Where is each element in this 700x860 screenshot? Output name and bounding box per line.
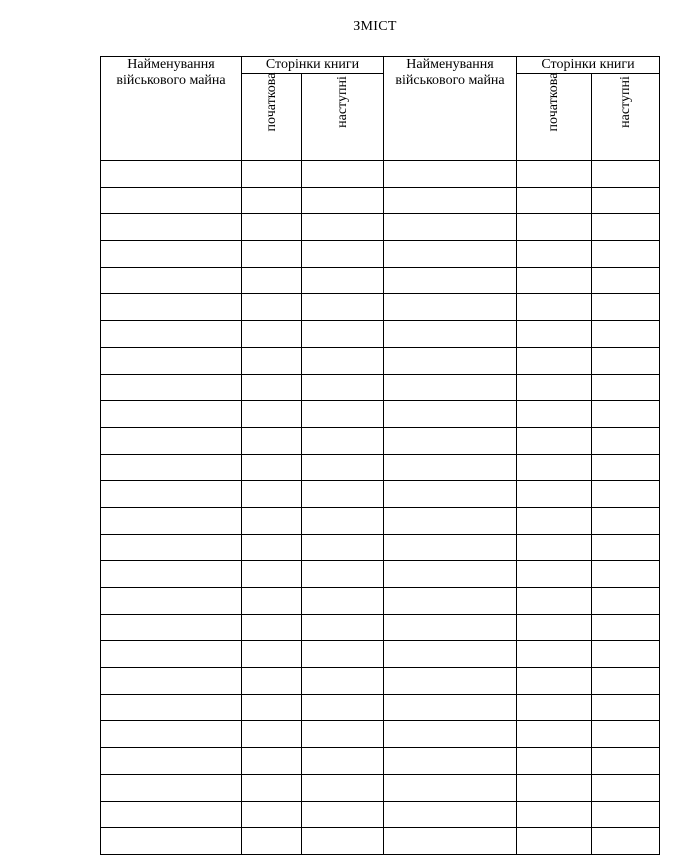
next-pages-left-cell	[302, 588, 384, 615]
header-start-page-right	[517, 74, 592, 161]
table-row	[101, 828, 660, 855]
name-left-cell	[101, 507, 242, 534]
header-start-label: початкова	[546, 72, 562, 132]
name-left-cell	[101, 828, 242, 855]
table-body	[101, 161, 660, 855]
name-left-cell	[101, 534, 242, 561]
next-pages-right-cell	[592, 267, 660, 294]
name-left-cell	[101, 668, 242, 695]
next-pages-left-cell	[302, 748, 384, 775]
next-pages-right-cell	[592, 401, 660, 428]
next-pages-left-cell	[302, 401, 384, 428]
next-pages-left-cell	[302, 321, 384, 348]
next-pages-right-cell	[592, 454, 660, 481]
next-pages-left-cell	[302, 694, 384, 721]
name-right-cell	[384, 187, 517, 214]
start-page-left-cell	[242, 534, 302, 561]
name-left-cell	[101, 321, 242, 348]
name-right-cell	[384, 774, 517, 801]
next-pages-right-cell	[592, 828, 660, 855]
table-row	[101, 161, 660, 188]
next-pages-left-cell	[302, 507, 384, 534]
start-page-left-cell	[242, 668, 302, 695]
table-row	[101, 214, 660, 241]
name-left-cell	[101, 401, 242, 428]
start-page-left-cell	[242, 721, 302, 748]
name-right-cell	[384, 401, 517, 428]
name-right-cell	[384, 694, 517, 721]
start-page-left-cell	[242, 614, 302, 641]
next-pages-left-cell	[302, 614, 384, 641]
name-right-cell	[384, 588, 517, 615]
name-left-cell	[101, 774, 242, 801]
table-row	[101, 401, 660, 428]
next-pages-left-cell	[302, 347, 384, 374]
start-page-left-cell	[242, 161, 302, 188]
start-page-left-cell	[242, 401, 302, 428]
start-page-right-cell	[517, 161, 592, 188]
start-page-right-cell	[517, 721, 592, 748]
start-page-left-cell	[242, 267, 302, 294]
start-page-left-cell	[242, 774, 302, 801]
table-row	[101, 267, 660, 294]
name-right-cell	[384, 748, 517, 775]
table-row	[101, 641, 660, 668]
name-left-cell	[101, 267, 242, 294]
header-name-line2: військового майна	[116, 73, 226, 88]
start-page-right-cell	[517, 641, 592, 668]
next-pages-right-cell	[592, 481, 660, 508]
header-name-line1: Найменування	[406, 57, 494, 72]
header-next-label: наступні	[617, 76, 633, 128]
next-pages-right-cell	[592, 588, 660, 615]
name-left-cell	[101, 374, 242, 401]
header-next-pages-left	[302, 74, 384, 161]
start-page-right-cell	[517, 374, 592, 401]
start-page-right-cell	[517, 427, 592, 454]
header-next-pages-right	[592, 74, 660, 161]
name-left-cell	[101, 427, 242, 454]
name-left-cell	[101, 561, 242, 588]
table-row	[101, 241, 660, 268]
start-page-right-cell	[517, 828, 592, 855]
table-row	[101, 668, 660, 695]
start-page-right-cell	[517, 321, 592, 348]
table-row	[101, 748, 660, 775]
start-page-right-cell	[517, 534, 592, 561]
start-page-right-cell	[517, 241, 592, 268]
header-book-pages-right: Сторінки книги	[517, 57, 660, 74]
next-pages-right-cell	[592, 774, 660, 801]
header-name-line1: Найменування	[127, 57, 215, 72]
next-pages-right-cell	[592, 668, 660, 695]
start-page-left-cell	[242, 294, 302, 321]
name-left-cell	[101, 721, 242, 748]
header-item-name-left	[101, 57, 242, 161]
name-left-cell	[101, 481, 242, 508]
next-pages-left-cell	[302, 561, 384, 588]
contents-table	[100, 56, 660, 855]
next-pages-left-cell	[302, 241, 384, 268]
start-page-right-cell	[517, 748, 592, 775]
start-page-left-cell	[242, 454, 302, 481]
start-page-left-cell	[242, 561, 302, 588]
start-page-left-cell	[242, 187, 302, 214]
page-title: ЗМІСТ	[353, 19, 397, 34]
start-page-left-cell	[242, 641, 302, 668]
start-page-right-cell	[517, 347, 592, 374]
next-pages-right-cell	[592, 374, 660, 401]
table-row	[101, 534, 660, 561]
name-right-cell	[384, 721, 517, 748]
name-left-cell	[101, 161, 242, 188]
next-pages-right-cell	[592, 801, 660, 828]
name-right-cell	[384, 481, 517, 508]
start-page-right-cell	[517, 214, 592, 241]
name-left-cell	[101, 588, 242, 615]
table-row	[101, 694, 660, 721]
start-page-left-cell	[242, 828, 302, 855]
start-page-left-cell	[242, 694, 302, 721]
next-pages-left-cell	[302, 294, 384, 321]
name-left-cell	[101, 748, 242, 775]
start-page-right-cell	[517, 507, 592, 534]
start-page-right-cell	[517, 294, 592, 321]
name-right-cell	[384, 828, 517, 855]
start-page-right-cell	[517, 668, 592, 695]
next-pages-right-cell	[592, 187, 660, 214]
header-start-page-left	[242, 74, 302, 161]
start-page-left-cell	[242, 481, 302, 508]
name-left-cell	[101, 614, 242, 641]
name-right-cell	[384, 214, 517, 241]
name-right-cell	[384, 161, 517, 188]
next-pages-right-cell	[592, 294, 660, 321]
start-page-left-cell	[242, 507, 302, 534]
next-pages-right-cell	[592, 534, 660, 561]
table-row	[101, 427, 660, 454]
table-row	[101, 588, 660, 615]
name-right-cell	[384, 641, 517, 668]
name-left-cell	[101, 801, 242, 828]
start-page-right-cell	[517, 774, 592, 801]
next-pages-right-cell	[592, 241, 660, 268]
name-right-cell	[384, 454, 517, 481]
next-pages-right-cell	[592, 561, 660, 588]
next-pages-left-cell	[302, 214, 384, 241]
start-page-left-cell	[242, 374, 302, 401]
start-page-right-cell	[517, 454, 592, 481]
start-page-right-cell	[517, 187, 592, 214]
next-pages-left-cell	[302, 427, 384, 454]
name-right-cell	[384, 267, 517, 294]
table-row	[101, 561, 660, 588]
name-left-cell	[101, 241, 242, 268]
name-right-cell	[384, 347, 517, 374]
next-pages-left-cell	[302, 668, 384, 695]
next-pages-right-cell	[592, 161, 660, 188]
start-page-left-cell	[242, 214, 302, 241]
start-page-left-cell	[242, 241, 302, 268]
next-pages-left-cell	[302, 267, 384, 294]
start-page-right-cell	[517, 561, 592, 588]
name-right-cell	[384, 294, 517, 321]
next-pages-left-cell	[302, 828, 384, 855]
start-page-right-cell	[517, 588, 592, 615]
next-pages-right-cell	[592, 321, 660, 348]
table-row	[101, 374, 660, 401]
name-left-cell	[101, 694, 242, 721]
name-right-cell	[384, 801, 517, 828]
name-left-cell	[101, 187, 242, 214]
header-book-pages-left: Сторінки книги	[242, 57, 384, 74]
name-left-cell	[101, 454, 242, 481]
start-page-right-cell	[517, 614, 592, 641]
next-pages-left-cell	[302, 641, 384, 668]
next-pages-left-cell	[302, 187, 384, 214]
start-page-right-cell	[517, 801, 592, 828]
table-row	[101, 321, 660, 348]
start-page-left-cell	[242, 427, 302, 454]
name-left-cell	[101, 347, 242, 374]
name-left-cell	[101, 294, 242, 321]
name-right-cell	[384, 507, 517, 534]
table-row	[101, 294, 660, 321]
start-page-left-cell	[242, 801, 302, 828]
name-left-cell	[101, 641, 242, 668]
name-right-cell	[384, 321, 517, 348]
next-pages-right-cell	[592, 507, 660, 534]
next-pages-left-cell	[302, 454, 384, 481]
next-pages-right-cell	[592, 694, 660, 721]
start-page-left-cell	[242, 588, 302, 615]
table-row	[101, 507, 660, 534]
next-pages-left-cell	[302, 161, 384, 188]
start-page-left-cell	[242, 347, 302, 374]
next-pages-left-cell	[302, 374, 384, 401]
start-page-left-cell	[242, 748, 302, 775]
next-pages-left-cell	[302, 774, 384, 801]
start-page-right-cell	[517, 267, 592, 294]
start-page-right-cell	[517, 694, 592, 721]
table-row	[101, 721, 660, 748]
next-pages-right-cell	[592, 721, 660, 748]
name-right-cell	[384, 374, 517, 401]
next-pages-left-cell	[302, 801, 384, 828]
next-pages-right-cell	[592, 214, 660, 241]
table-row	[101, 801, 660, 828]
name-right-cell	[384, 241, 517, 268]
table-row	[101, 347, 660, 374]
header-next-label: наступні	[334, 76, 350, 128]
table-row	[101, 614, 660, 641]
table-row	[101, 187, 660, 214]
start-page-left-cell	[242, 321, 302, 348]
start-page-right-cell	[517, 401, 592, 428]
header-start-label: початкова	[263, 72, 279, 132]
next-pages-left-cell	[302, 481, 384, 508]
next-pages-right-cell	[592, 427, 660, 454]
header-item-name-right	[384, 57, 517, 161]
next-pages-right-cell	[592, 347, 660, 374]
name-left-cell	[101, 214, 242, 241]
table-row	[101, 774, 660, 801]
next-pages-right-cell	[592, 641, 660, 668]
start-page-right-cell	[517, 481, 592, 508]
next-pages-left-cell	[302, 721, 384, 748]
name-right-cell	[384, 561, 517, 588]
header-name-line2: військового майна	[395, 73, 505, 88]
table-row	[101, 481, 660, 508]
next-pages-right-cell	[592, 748, 660, 775]
next-pages-right-cell	[592, 614, 660, 641]
name-right-cell	[384, 534, 517, 561]
name-right-cell	[384, 427, 517, 454]
next-pages-left-cell	[302, 534, 384, 561]
name-right-cell	[384, 614, 517, 641]
table-row	[101, 454, 660, 481]
name-right-cell	[384, 668, 517, 695]
